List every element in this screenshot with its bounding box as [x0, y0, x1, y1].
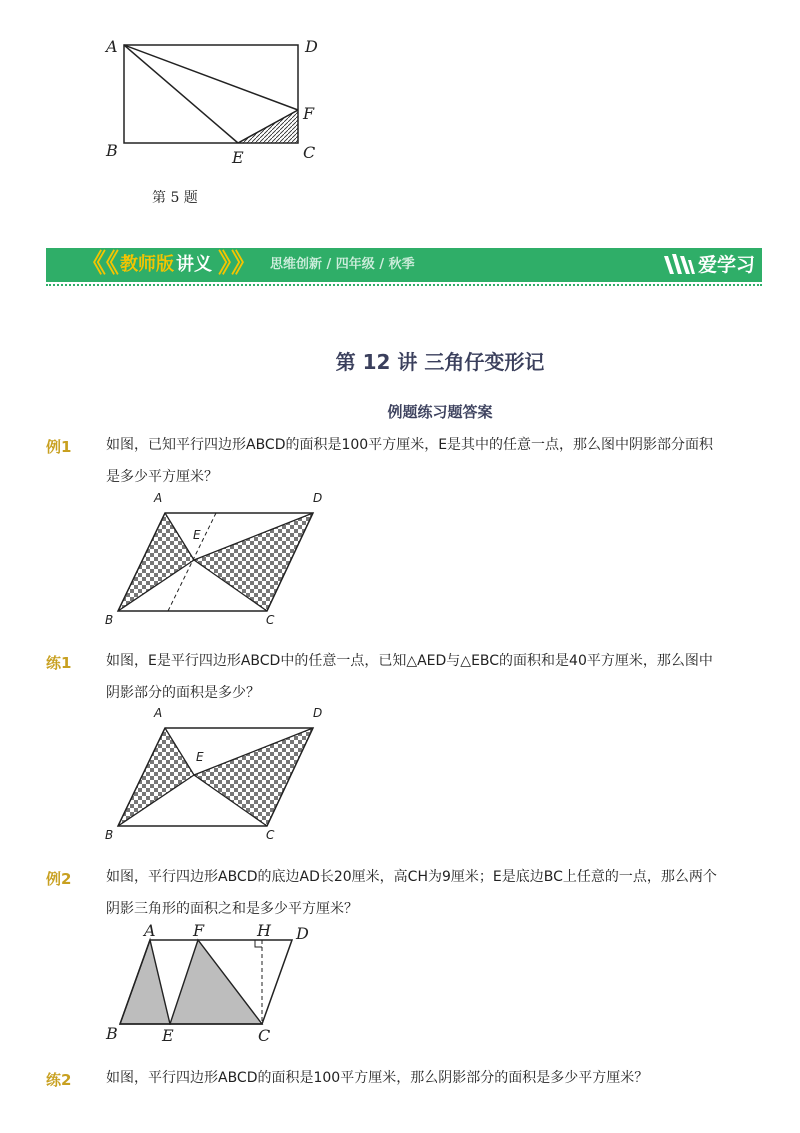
- shaded-left: [118, 513, 194, 611]
- problem-tag-pr1: 练1: [46, 654, 72, 672]
- ex2-label-e: E: [162, 1026, 174, 1045]
- point-label-d: D: [305, 37, 318, 56]
- section-title: 例题练习题答案: [387, 403, 493, 421]
- shaded-triangle-fec: [170, 940, 262, 1024]
- banner-subtitle: 思维创新 / 四年级 / 秋季: [270, 257, 415, 272]
- pr1-label-c: C: [266, 828, 275, 842]
- pr1-label-e: E: [196, 750, 204, 764]
- right-angle-mark: [255, 940, 262, 947]
- banner-dotted-divider: [46, 284, 762, 286]
- shaded-left: [118, 728, 194, 826]
- problem-tag-ex2: 例2: [46, 870, 72, 888]
- banner-title-notes: 讲义: [176, 254, 212, 275]
- ex2-label-d: D: [296, 924, 309, 943]
- ex2-label-h: H: [257, 921, 271, 940]
- segment-af: [124, 45, 298, 110]
- left-chevrons: 《《: [80, 249, 120, 279]
- ex1-label-c: C: [266, 613, 275, 627]
- lesson-title: 第 12 讲 三角仔变形记: [335, 350, 545, 374]
- header-banner: [46, 248, 762, 282]
- figure-ex1: [110, 505, 325, 615]
- logo-icon: [662, 252, 696, 278]
- problem-text-pr1: 如图，E是平行四边形ABCD中的任意一点，已知△AED与△EBC的面积和是40平方厘米，那么图中阴影部分的面积是多少？: [106, 653, 713, 701]
- brand-logo-text: 爱学习: [698, 254, 756, 276]
- problem-text-ex2: 如图，平行四边形ABCD的底边AD长20厘米，高CH为9厘米；E是底边BC上任意的一点，那么两个阴影三角形的面积之和是多少平方厘米？: [106, 869, 717, 917]
- pr1-label-b: B: [105, 828, 114, 842]
- figure-pr1: [110, 720, 325, 832]
- point-label-c: C: [303, 143, 316, 162]
- point-label-b: B: [106, 141, 118, 160]
- ex2-label-a: A: [144, 921, 156, 940]
- problem-text-ex1: 如图，已知平行四边形ABCD的面积是100平方厘米，E是其中的任意一点，那么图中阴影部分面积是多少平方厘米？: [106, 437, 714, 485]
- shaded-right: [194, 728, 313, 826]
- ex2-label-b: B: [106, 1024, 118, 1043]
- ex1-label-b: B: [105, 613, 114, 627]
- segment-ae: [124, 45, 238, 143]
- ex2-label-c: C: [258, 1026, 271, 1045]
- point-label-f: F: [303, 104, 315, 123]
- pr1-label-a: A: [154, 706, 163, 720]
- ex2-label-f: F: [193, 921, 205, 940]
- figure-caption: 第 5 题: [152, 190, 198, 206]
- pr1-label-d: D: [313, 706, 323, 720]
- point-label-a: A: [106, 37, 118, 56]
- problem-tag-pr2: 练2: [46, 1071, 72, 1089]
- problem-tag-ex1: 例1: [46, 438, 72, 456]
- right-chevrons: 》》: [218, 249, 258, 279]
- figure-ex2: [110, 932, 310, 1032]
- ex1-label-d: D: [313, 491, 323, 505]
- banner-title-teacher: 教师版: [120, 254, 174, 275]
- ex1-label-a: A: [154, 491, 163, 505]
- point-label-e: E: [232, 148, 244, 167]
- ex1-label-e: E: [193, 528, 201, 542]
- shaded-right: [194, 513, 313, 611]
- problem-text-pr2: 如图，平行四边形ABCD的面积是100平方厘米，那么阴影部分的面积是多少平方厘米？: [106, 1070, 649, 1086]
